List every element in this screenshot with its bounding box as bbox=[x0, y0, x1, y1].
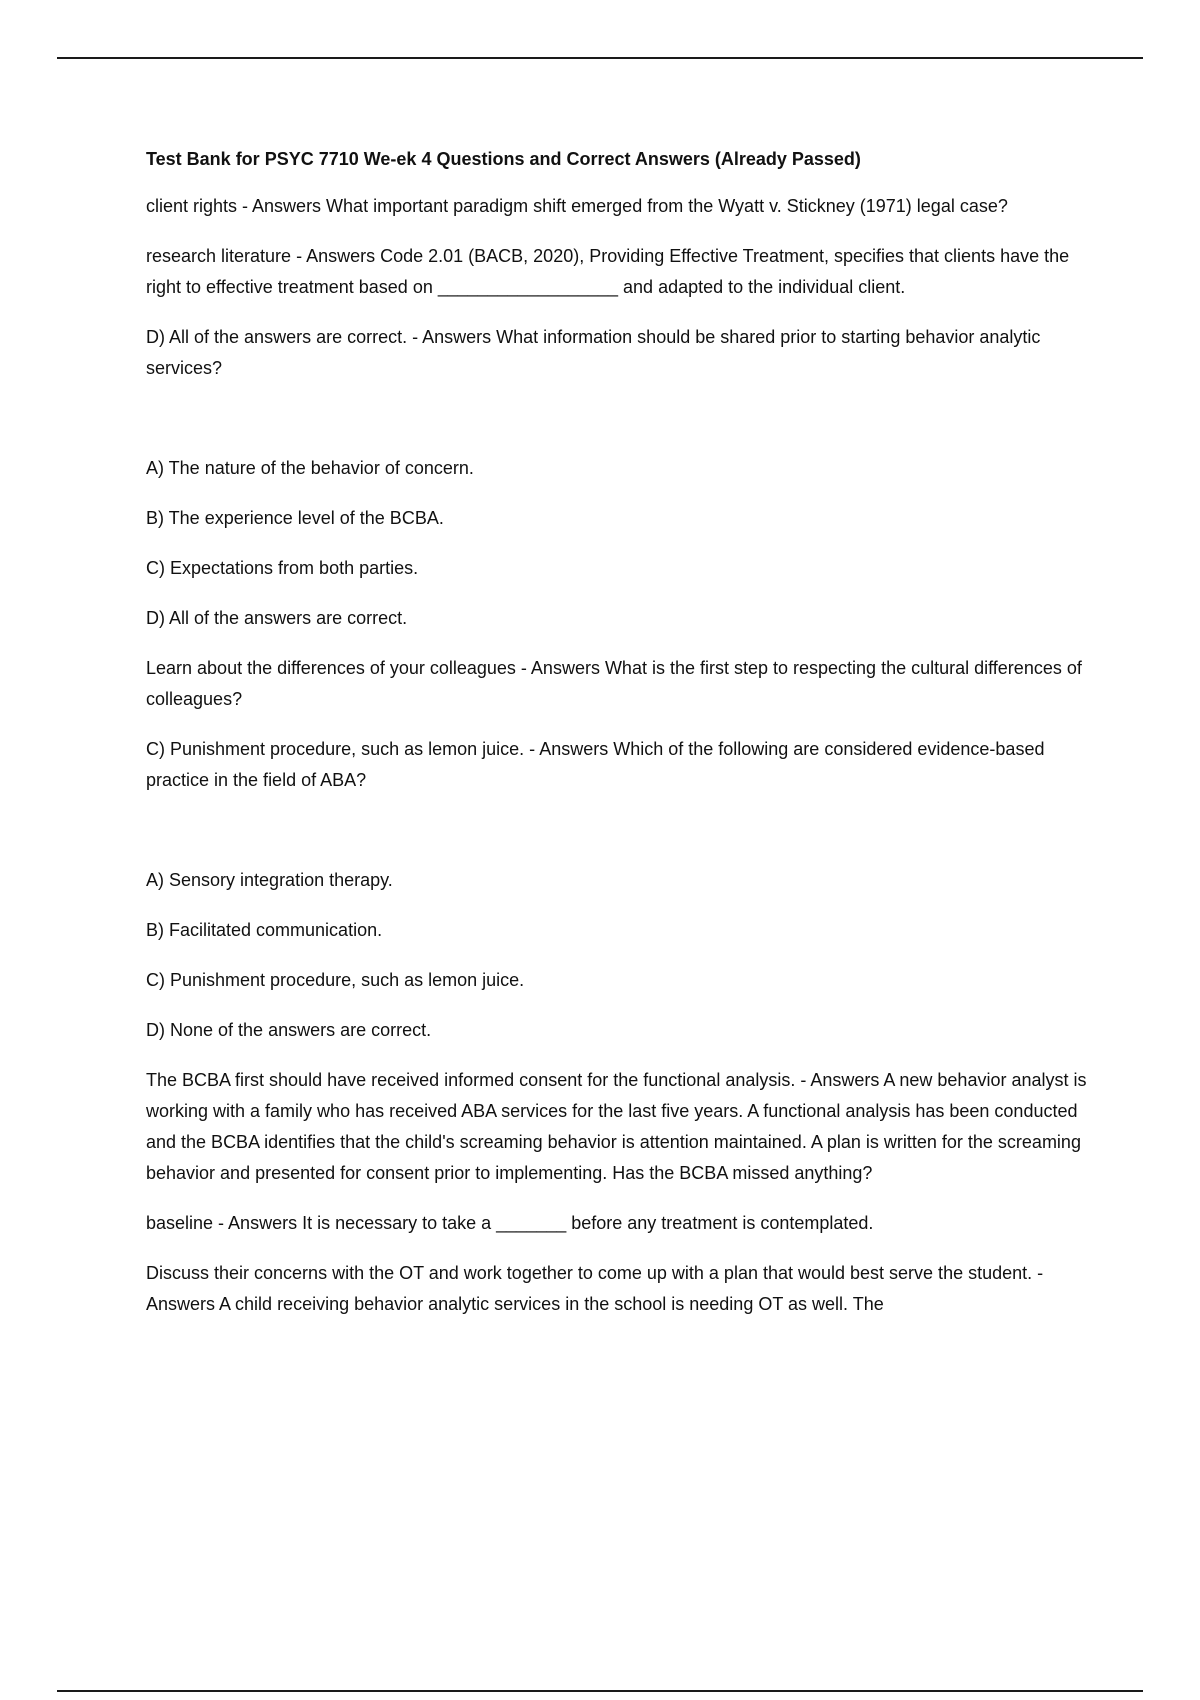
qa-client-rights: client rights - Answers What important paradigm shift emerged from the Wyatt v. Stickney (1971) legal case? bbox=[146, 196, 1008, 216]
option-d-all-correct: D) All of the answers are correct. bbox=[146, 608, 408, 628]
spacer bbox=[146, 403, 1090, 453]
document-body bbox=[146, 144, 1090, 1339]
qa-baseline: baseline - Answers It is necessary to take a _______ before any treatment is contemplated. bbox=[146, 1213, 874, 1233]
qa-cultural-differences: Learn about the differences of your colleagues - Answers What is the first step to respecting the cultural differences of colleagues? bbox=[146, 658, 1082, 709]
qa-information-shared: D) All of the answers are correct. - Answers What information should be shared prior to starting behavior analytic services? bbox=[146, 327, 1041, 378]
option-a-sensory: A) Sensory integration therapy. bbox=[146, 870, 393, 890]
qa-evidence-based: C) Punishment procedure, such as lemon juice. - Answers Which of the following are considered evidence-based practice in the field of ABA? bbox=[146, 739, 1045, 790]
option-c-punishment: C) Punishment procedure, such as lemon juice. bbox=[146, 970, 525, 990]
header-rule bbox=[57, 57, 1143, 59]
option-b-experience: B) The experience level of the BCBA. bbox=[146, 508, 444, 528]
option-b-facilitated: B) Facilitated communication. bbox=[146, 920, 383, 940]
spacer bbox=[146, 815, 1090, 865]
qa-research-literature: research literature - Answers Code 2.01 (BACB, 2020), Providing Effective Treatment, specifies that clients have the right to effective treatment based on __________________ and adapted to the individual client. bbox=[146, 246, 1070, 297]
footer-rule bbox=[57, 1690, 1143, 1692]
option-c-expectations: C) Expectations from both parties. bbox=[146, 558, 419, 578]
qa-informed-consent: The BCBA first should have received informed consent for the functional analysis. - Answers A new behavior analyst is working with a family who has received ABA services for the last five years. A functional analysis has been conducted and the BCBA identifies that the child's screaming behavior is attention maintained. A plan is written for the screaming behavior and presented for consent prior to implementing. Has the BCBA missed anything? bbox=[146, 1070, 1087, 1183]
option-a-nature: A) The nature of the behavior of concern. bbox=[146, 458, 474, 478]
option-d-none-correct: D) None of the answers are correct. bbox=[146, 1020, 432, 1040]
qa-ot-concerns: Discuss their concerns with the OT and work together to come up with a plan that would best serve the student. - Answers A child receiving behavior analytic services in the school is needing OT as well. The bbox=[146, 1263, 1044, 1314]
document-title: Test Bank for PSYC 7710 We-ek 4 Questions and Correct Answers (Already Passed) bbox=[146, 149, 861, 169]
